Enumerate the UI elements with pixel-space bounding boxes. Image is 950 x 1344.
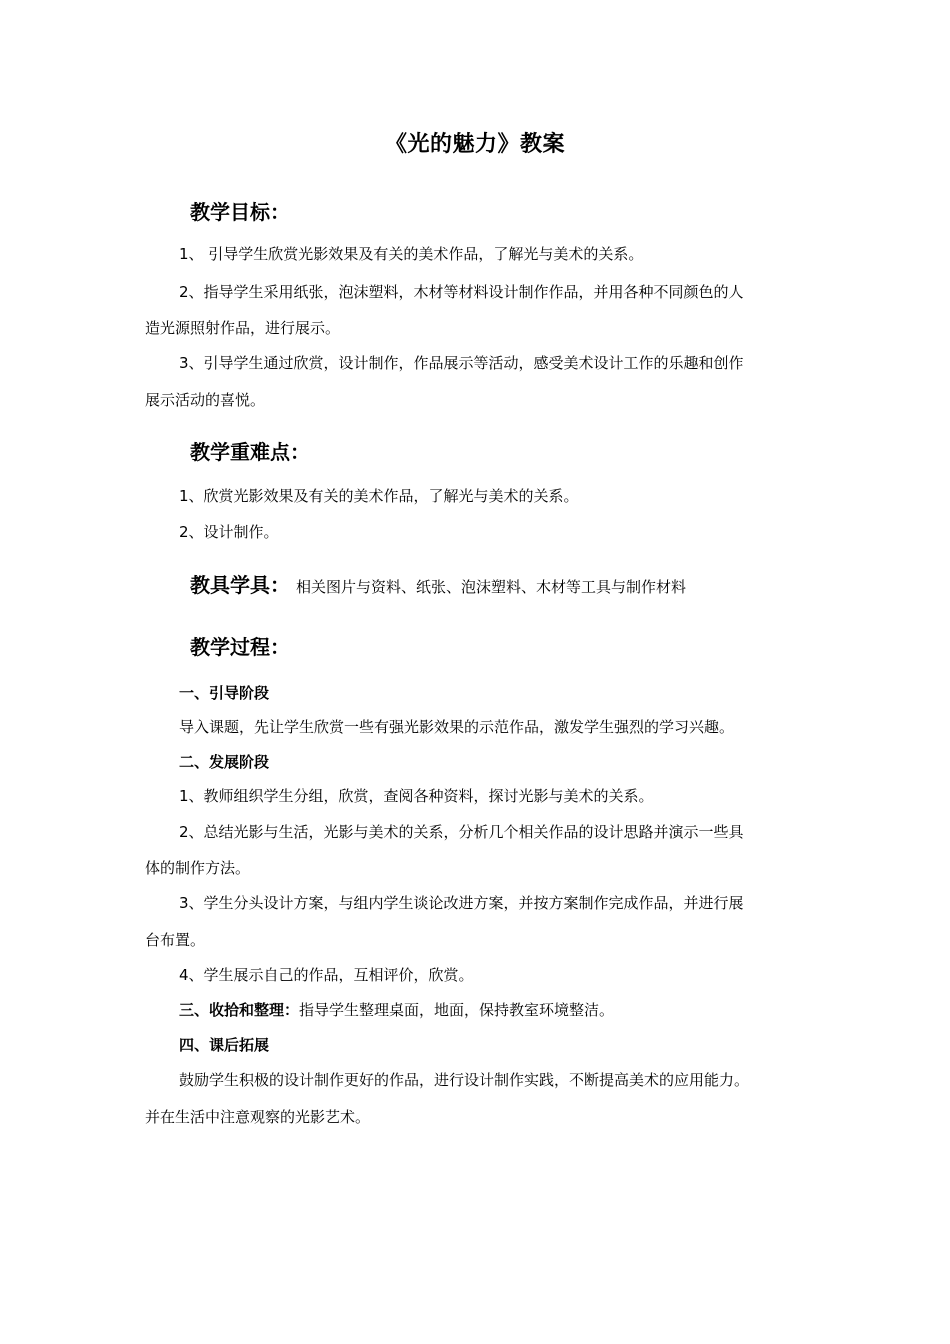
key-point-item: 2、设计制作。 — [179, 523, 279, 541]
objective-item-continued: 展示活动的喜悦。 — [145, 391, 266, 409]
stage3-text: 指导学生整理桌面，地面，保持教室环境整洁。 — [299, 1001, 615, 1019]
stage1-text: 导入课题，先让学生欣赏一些有强光影效果的示范作品，激发学生强烈的学习兴趣。 — [179, 718, 735, 736]
stage1-title: 一、引导阶段 — [179, 684, 270, 702]
document-title: 《光的魅力》教案 — [384, 132, 565, 157]
stage2-line: 3、学生分头设计方案，与组内学生谈论改进方案，并按方案制作完成作品，并进行展 — [179, 894, 744, 912]
stage2-line: 4、学生展示自己的作品，互相评价，欣赏。 — [179, 966, 474, 984]
stage2-line: 1、教师组织学生分组，欣赏，查阅各种资料，探讨光影与美术的关系。 — [179, 787, 654, 805]
objective-item: 1、 引导学生欣赏光影效果及有关的美术作品，了解光与美术的关系。 — [179, 245, 644, 263]
stage4-line: 鼓励学生积极的设计制作更好的作品，进行设计制作实践，不断提高美术的应用能力。 — [179, 1071, 750, 1089]
tools-text: 相关图片与资料、纸张、泡沫塑料、木材等工具与制作材料 — [296, 578, 687, 596]
stage2-line-continued: 台布置。 — [145, 931, 206, 949]
stage3-title: 三、收拾和整理： — [179, 1001, 300, 1019]
objective-item: 2、指导学生采用纸张，泡沫塑料，木材等材料设计制作作品，并用各种不同颜色的人 — [179, 283, 744, 301]
tools-line — [190, 569, 686, 598]
key-point-item: 1、欣赏光影效果及有关的美术作品，了解光与美术的关系。 — [179, 487, 579, 505]
stage2-title: 二、发展阶段 — [179, 753, 270, 771]
objective-item-continued: 造光源照射作品，进行展示。 — [145, 319, 341, 337]
objectives-heading: 教学目标： — [190, 200, 290, 224]
stage4-title: 四、课后拓展 — [179, 1036, 270, 1054]
process-heading: 教学过程： — [190, 635, 290, 659]
stage2-line-continued: 体的制作方法。 — [145, 859, 251, 877]
tools-heading: 教具学具： — [190, 573, 290, 597]
stage4-line-continued: 并在生活中注意观察的光影艺术。 — [145, 1108, 371, 1126]
stage2-line: 2、总结光影与生活，光影与美术的关系，分析几个相关作品的设计思路并演示一些具 — [179, 823, 744, 841]
stage3-line — [179, 1000, 614, 1020]
key-points-heading: 教学重难点： — [190, 440, 310, 464]
objective-item: 3、引导学生通过欣赏，设计制作，作品展示等活动，感受美术设计工作的乐趣和创作 — [179, 354, 744, 372]
